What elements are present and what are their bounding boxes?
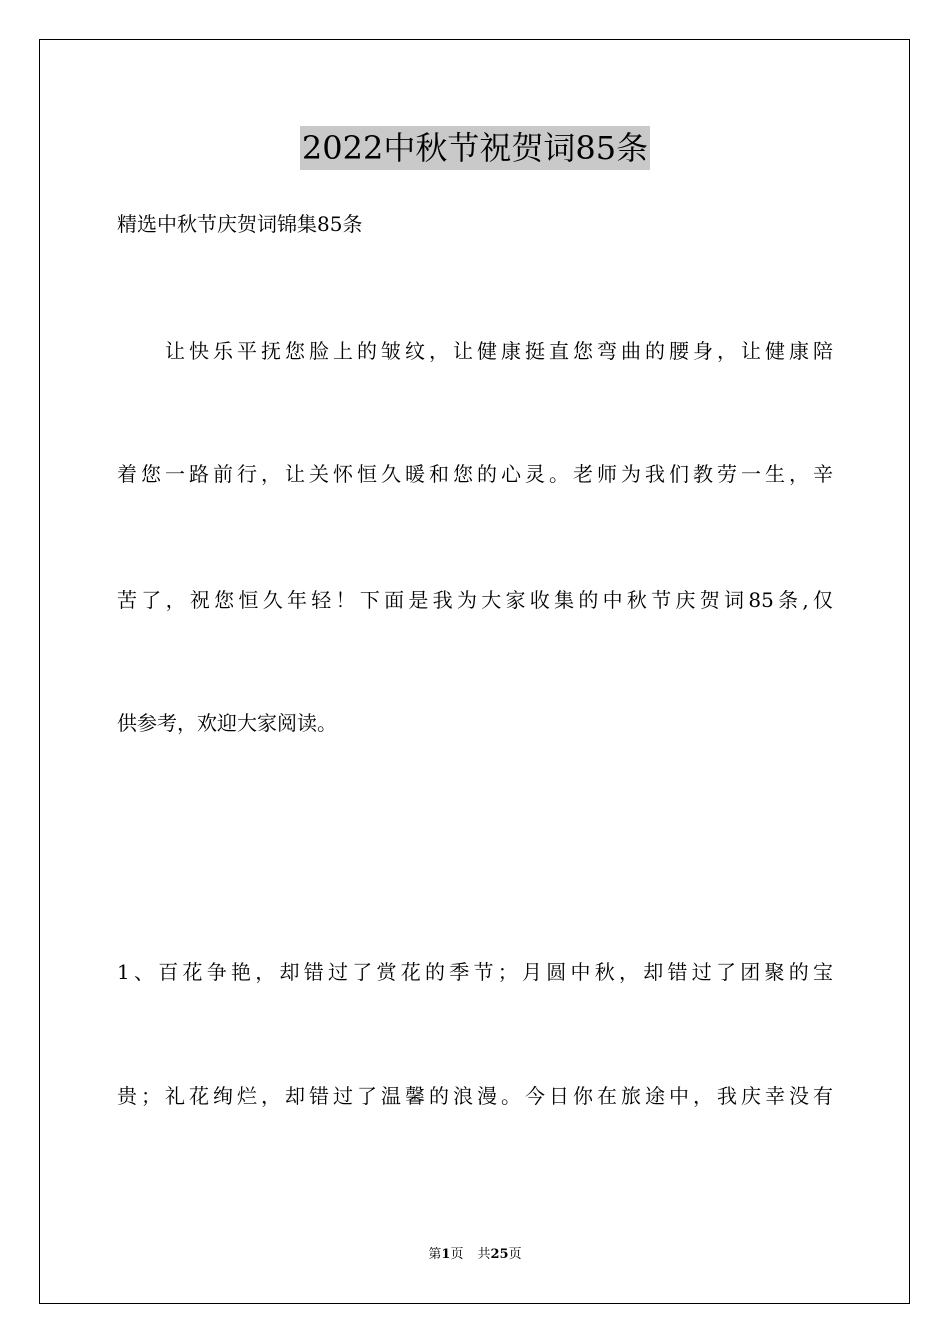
page-footer: [0, 1245, 950, 1265]
intro-line-2: 着您一路前行，让关怀恒久暖和您的心灵。老师为我们教劳一生，辛: [117, 462, 833, 486]
page-total-suffix: 页: [508, 1247, 522, 1262]
item-1-line-2: 贵；礼花绚烂，却错过了温馨的浪漫。今日你在旅途中，我庆幸没有: [117, 1084, 833, 1108]
page-number-current: 1: [441, 1247, 451, 1262]
item-1-line-1: 1、百花争艳，却错过了赏花的季节；月圆中秋，却错过了团聚的宝: [117, 960, 833, 984]
page-total-prefix: 共: [477, 1247, 491, 1262]
title-container: [0, 126, 950, 170]
document-title: 2022中秋节祝贺词85条: [300, 126, 650, 170]
intro-line-1: 让快乐平抚您脸上的皱纹，让健康挺直您弯曲的腰身，让健康陪: [165, 339, 833, 363]
page-number-suffix: 页: [450, 1247, 464, 1262]
page-number-prefix: 第: [428, 1247, 442, 1262]
intro-line-3: 苦了，祝您恒久年轻！下面是我为大家收集的中秋节庆贺词85条,仅: [117, 588, 833, 612]
page-total: 25: [490, 1247, 509, 1262]
document-subtitle: 精选中秋节庆贺词锦集85条: [117, 212, 363, 236]
intro-line-4: 供参考，欢迎大家阅读。: [117, 711, 337, 735]
